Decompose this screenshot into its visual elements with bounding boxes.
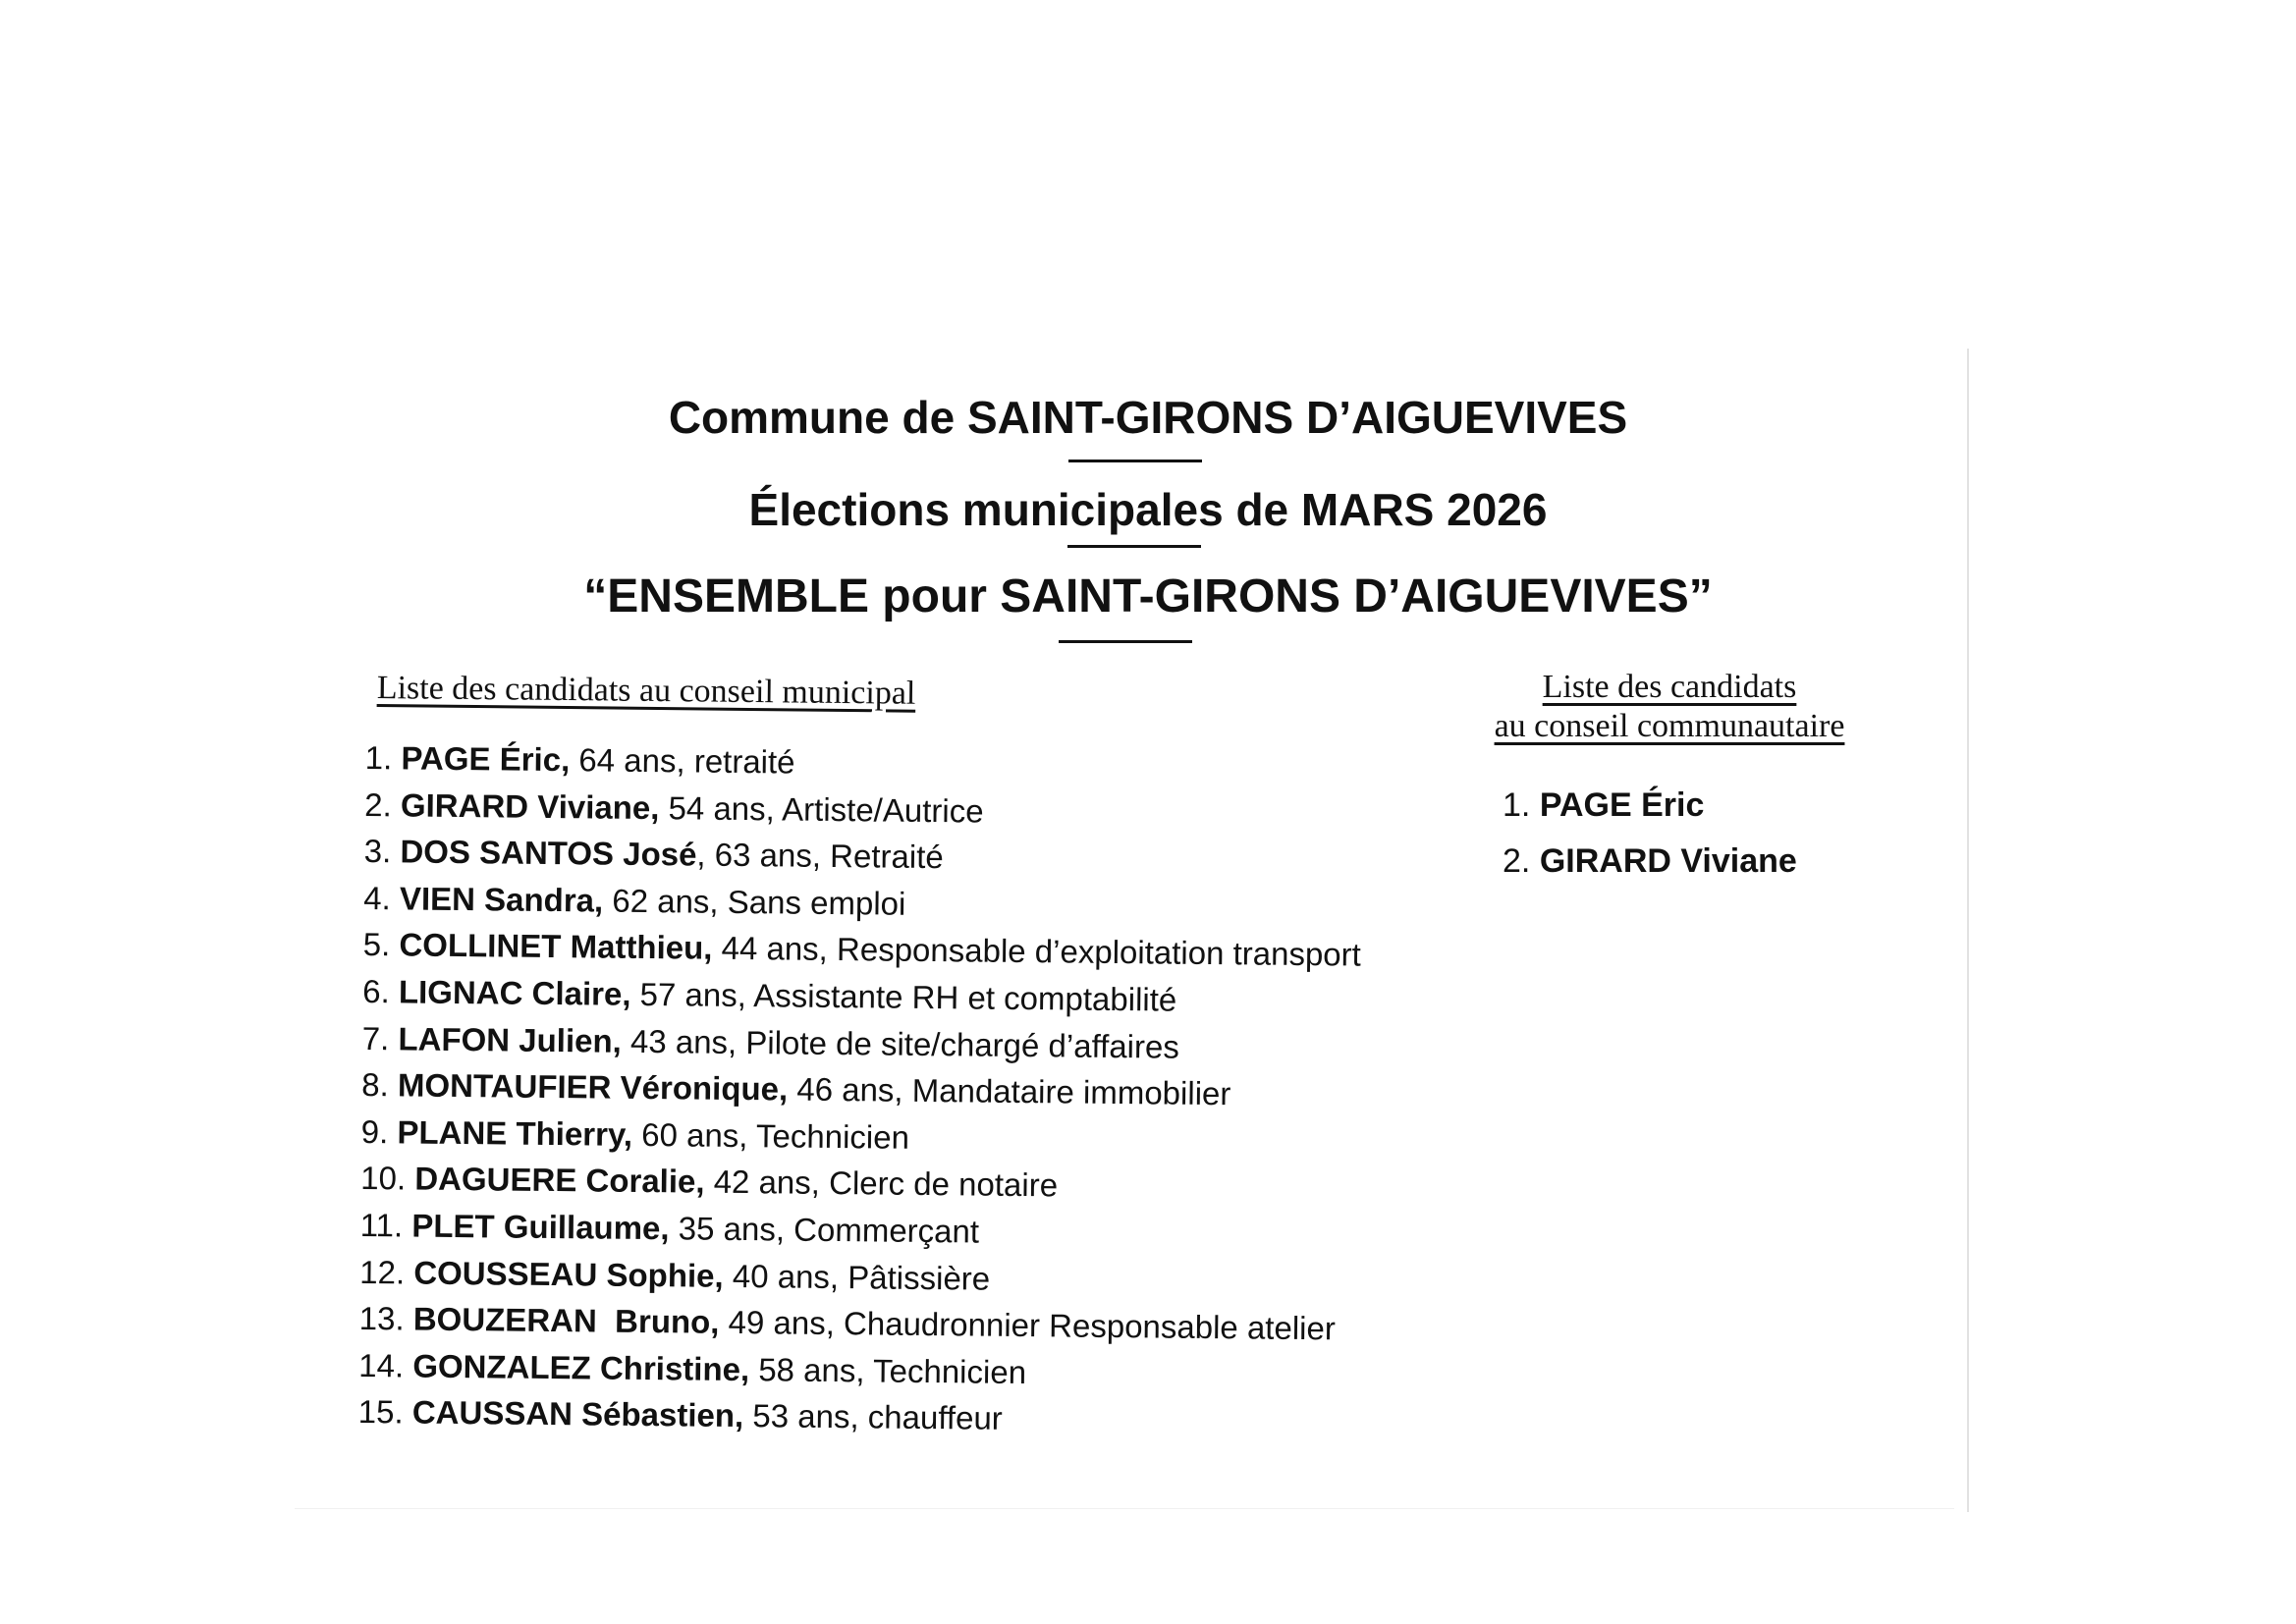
candidate-details: 43 ans, Pilote de site/chargé d’affaires bbox=[621, 1022, 1180, 1065]
candidate-details: 35 ans, Commerçant bbox=[669, 1210, 980, 1250]
candidate-row: 1. PAGE Éric bbox=[1503, 786, 1705, 824]
candidate-details: 49 ans, Chaudronnier Responsable atelier bbox=[719, 1303, 1337, 1347]
heading-divider bbox=[1059, 640, 1192, 643]
candidate-row: 3. DOS SANTOS José, 63 ans, Retraité bbox=[363, 833, 944, 876]
candidate-row: 13. BOUZERAN Bruno, 49 ans, Chaudronnier Responsable atelier bbox=[358, 1300, 1337, 1347]
candidate-name: PAGE Éric bbox=[1539, 786, 1705, 824]
candidate-details: 40 ans, Pâtissière bbox=[723, 1257, 991, 1297]
candidate-name: VIEN Sandra, bbox=[399, 880, 604, 919]
candidate-name: COLLINET Matthieu, bbox=[399, 926, 713, 967]
candidate-row: 9. PLANE Thierry, 60 ans, Technicien bbox=[360, 1112, 910, 1156]
candidate-name: MONTAUFIER Véronique, bbox=[397, 1066, 789, 1108]
municipal-candidate-list bbox=[358, 734, 1364, 1446]
list-name-heading: “ENSEMBLE pour SAINT-GIRONS D’AIGUEVIVES” bbox=[583, 570, 1713, 623]
commune-heading: Commune de SAINT-GIRONS D’AIGUEVIVES bbox=[668, 392, 1628, 443]
communautaire-list-title: Liste des candidats au conseil communautaire bbox=[1494, 669, 1845, 744]
candidate-row: 10. DAGUERE Coralie, 42 ans, Clerc de notaire bbox=[360, 1160, 1059, 1204]
candidate-name: DOS SANTOS José bbox=[400, 833, 697, 873]
candidate-name: PLANE Thierry, bbox=[397, 1113, 633, 1153]
candidate-name: DAGUERE Coralie, bbox=[414, 1160, 705, 1200]
candidate-name: PAGE Éric, bbox=[401, 739, 571, 779]
candidate-row: 15. CAUSSAN Sébastien, 53 ans, chauffeur bbox=[357, 1393, 1003, 1437]
candidate-row: 4. VIEN Sandra, 62 ans, Sans emploi bbox=[363, 879, 906, 922]
candidate-details: 42 ans, Clerc de notaire bbox=[704, 1163, 1059, 1204]
scan-edge bbox=[295, 1508, 1954, 1509]
candidate-details: 44 ans, Responsable d’exploitation transport bbox=[712, 930, 1362, 974]
candidate-row: 2. GIRARD Viviane bbox=[1503, 842, 1797, 880]
candidate-details: 58 ans, Technicien bbox=[748, 1350, 1027, 1390]
candidate-details: 64 ans, retraité bbox=[570, 741, 795, 781]
candidate-name: GIRARD Viviane bbox=[1539, 842, 1797, 880]
candidate-details: 46 ans, Mandataire immobilier bbox=[787, 1070, 1231, 1112]
candidate-name: GIRARD Viviane, bbox=[400, 785, 660, 826]
candidate-name: LAFON Julien, bbox=[398, 1019, 622, 1059]
candidate-row: 6. LIGNAC Claire, 57 ans, Assistante RH et comptabilité bbox=[362, 972, 1177, 1018]
candidate-details: 57 ans, Assistante RH et comptabilité bbox=[630, 975, 1177, 1018]
candidate-row: 1. PAGE Éric, 64 ans, retraité bbox=[364, 738, 795, 781]
candidate-row: 11. PLET Guillaume, 35 ans, Commerçant bbox=[359, 1206, 980, 1250]
candidate-name: COUSSEAU Sophie, bbox=[413, 1254, 724, 1294]
candidate-name: PLET Guillaume, bbox=[411, 1207, 670, 1247]
candidate-row: 14. GONZALEZ Christine, 58 ans, Technicien bbox=[358, 1346, 1027, 1390]
heading-divider bbox=[1067, 545, 1201, 548]
candidate-row: 5. COLLINET Matthieu, 44 ans, Responsable d’exploitation transport bbox=[362, 926, 1362, 974]
candidate-name: CAUSSAN Sébastien, bbox=[411, 1393, 744, 1435]
communautaire-candidate-list bbox=[1503, 778, 1797, 890]
candidate-row: 7. LAFON Julien, 43 ans, Pilote de site/chargé d’affaires bbox=[361, 1019, 1180, 1065]
candidate-row: 8. MONTAUFIER Véronique, 46 ans, Mandataire immobilier bbox=[361, 1066, 1231, 1112]
candidate-row: 12. COUSSEAU Sophie, 40 ans, Pâtissière bbox=[359, 1253, 991, 1297]
municipal-list-title: Liste des candidats au conseil municipal bbox=[376, 670, 916, 712]
candidate-details: , 63 ans, Retraité bbox=[696, 836, 944, 876]
candidate-name: LIGNAC Claire, bbox=[398, 973, 631, 1012]
heading-divider bbox=[1068, 460, 1202, 462]
candidate-name: GONZALEZ Christine, bbox=[412, 1347, 750, 1387]
candidate-name: BOUZERAN Bruno, bbox=[412, 1300, 720, 1340]
election-heading: Élections municipales de MARS 2026 bbox=[748, 484, 1548, 535]
candidate-details: 60 ans, Technicien bbox=[631, 1115, 910, 1156]
candidate-details: 54 ans, Artiste/Autrice bbox=[659, 788, 984, 830]
candidate-row: 2. GIRARD Viviane, 54 ans, Artiste/Autrice bbox=[364, 785, 984, 830]
candidate-details: 53 ans, chauffeur bbox=[743, 1397, 1003, 1437]
candidate-details: 62 ans, Sans emploi bbox=[602, 882, 906, 922]
